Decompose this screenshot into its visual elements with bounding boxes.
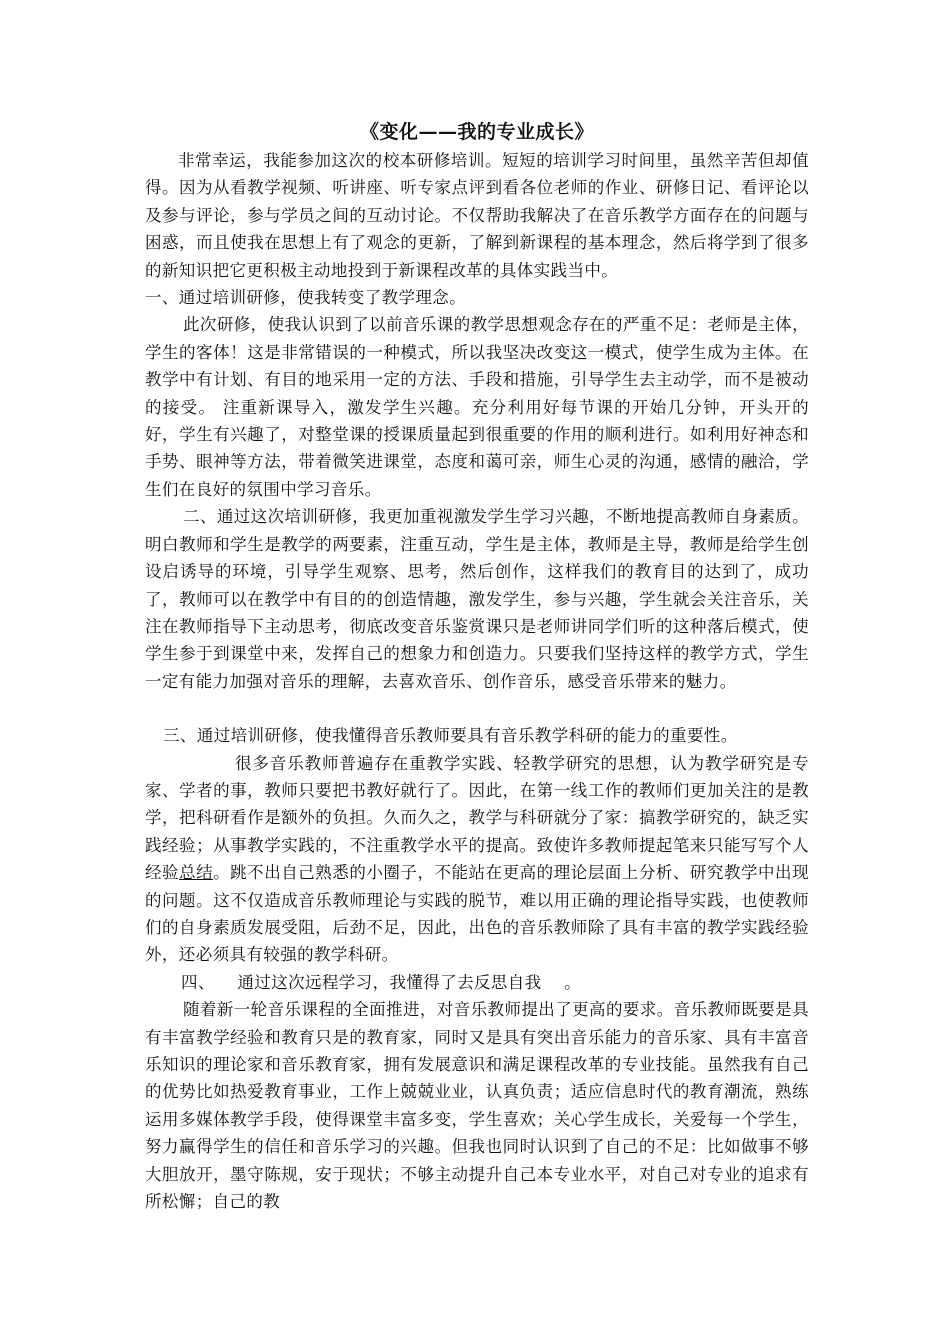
section-heading-4: 四、 通过这次远程学习，我懂得了去反思自我 。 [181,972,582,992]
section-4-paragraph: 随着新一轮音乐课程的全面推进，对音乐教师提出了更高的要求。音乐教师既要是具有丰富教学经验和教育只是的教育家，同时又是具有突出音乐能力的音乐家、具有丰富音乐知识的理论家和音乐教育家，拥有发展意识和满足课程改革的专业技能。虽然我有自己的优势比如热爱教育事业，工作上兢兢业业，认真负责；适应信息时代的教育潮流，熟练运用多媒体教学手段，使得课堂丰富多变，学生喜欢；关心学生成长，关爱每一个学生，努力赢得学生的信任和音乐学习的兴趣。但我也同时认识到了自己的不足：比如做事不够大胆放开，墨守陈规，安于现状；不够主动提升自己本专业水平，对自己对专业的追求有所松懈；自己的教 [145,1000,809,1212]
underlined-word: 总结 [179,863,214,883]
section-heading-3: 三、通过培训研修，使我懂得音乐教师要具有音乐教学科研的能力的重要性。 [163,726,738,746]
section-2-paragraph: 二、通过这次培训研修，我更加重视激发学生学习兴趣，不断地提高教师自身素质。明白教师和学生是教学的两要素，注重互动，学生是主体，教师是主导，教师是给学生创设启诱导的环境，引导学生观察、思考，然后创作，这样我们的教育目的达到了，成功了，教师可以在教学中有目的的创造情趣，激发学生，参与兴趣，学生就会关注音乐，关注在教师指导下主动思考，彻底改变音乐鉴赏课只是老师讲同学们听的这种落后模式，使学生参于到课堂中来，发挥自己的想象力和创造力。只要我们坚持这样的教学方式，学生一定有能力加强对音乐的理解，去喜欢音乐、创作音乐，感受音乐带来的魅力。 [145,507,809,691]
section-1-paragraph: 此次研修，使我认识到了以前音乐课的教学思想观念存在的严重不足：老师是主体，学生的客体！这是非常错误的一种模式，所以我坚决改变这一模式，使学生成为主体。在教学中有计划、有目的地采用一定的方法、手段和措施，引导学生去主动学，而不是被动的接受。 注重新课导入，激发学生兴趣。充分利用好每节课的开始几分钟，开头开的好，学生有兴趣了，对整堂课的授课质量起到很重要的作用的顺利进行。如利用好神态和手势、眼神等方法，带着微笑进课堂，态度和蔼可亲，师生心灵的沟通，感情的融洽，学生们在良好的氛围中学习音乐。 [145,315,809,499]
document-title: 《变化——我的专业成长》 [359,121,594,143]
section-3-text-end: 。跳不出自己熟悉的小圈子，不能站在更高的理论层面上分析、研究教学中出现的问题。这不仅造成音乐教师理论与实践的脱节，难以用正确的理论指导实践，也使教师们的自身素质发展受阻，后劲不足，因此，出色的音乐教师除了具有丰富的教学实践经验外，还必须具有较强的教学科研。 [145,863,809,965]
intro-paragraph: 非常幸运，我能参加这次的校本研修培训。短短的培训学习时间里，虽然辛苦但却值得。因为从看教学视频、听讲座、听专家点评到看各位老师的作业、研修日记、看评论以及参与评论，参与学员之间的互动讨论。不仅帮助我解决了在音乐教学方面存在的问题与困惑，而且使我在思想上有了观念的更新，了解到新课程的基本理念，然后将学到了很多的新知识把它更积极主动地投到于新课程改革的具体实践当中。 [145,151,809,280]
section-heading-1: 一、通过培训研修，使我转变了教学理念。 [145,288,467,308]
section-3-paragraph [145,750,809,969]
blank-line [145,695,809,722]
document-page [145,118,809,1215]
section-3-text-start: 很多音乐教师普遍存在重教学实践、轻教学研究的思想，认为教学研究是专家、学者的事，教师只要把书教好就行了。因此，在第一线工作的教师们更加关注的是教学，把科研看作是额外的负担。久而久之，教学与科研就分了家：搞教学研究的，缺乏实践经验；从事教学实践的，不注重教学水平的提高。致使许多教师提起笔来只能写写个人经验 [145,753,809,883]
